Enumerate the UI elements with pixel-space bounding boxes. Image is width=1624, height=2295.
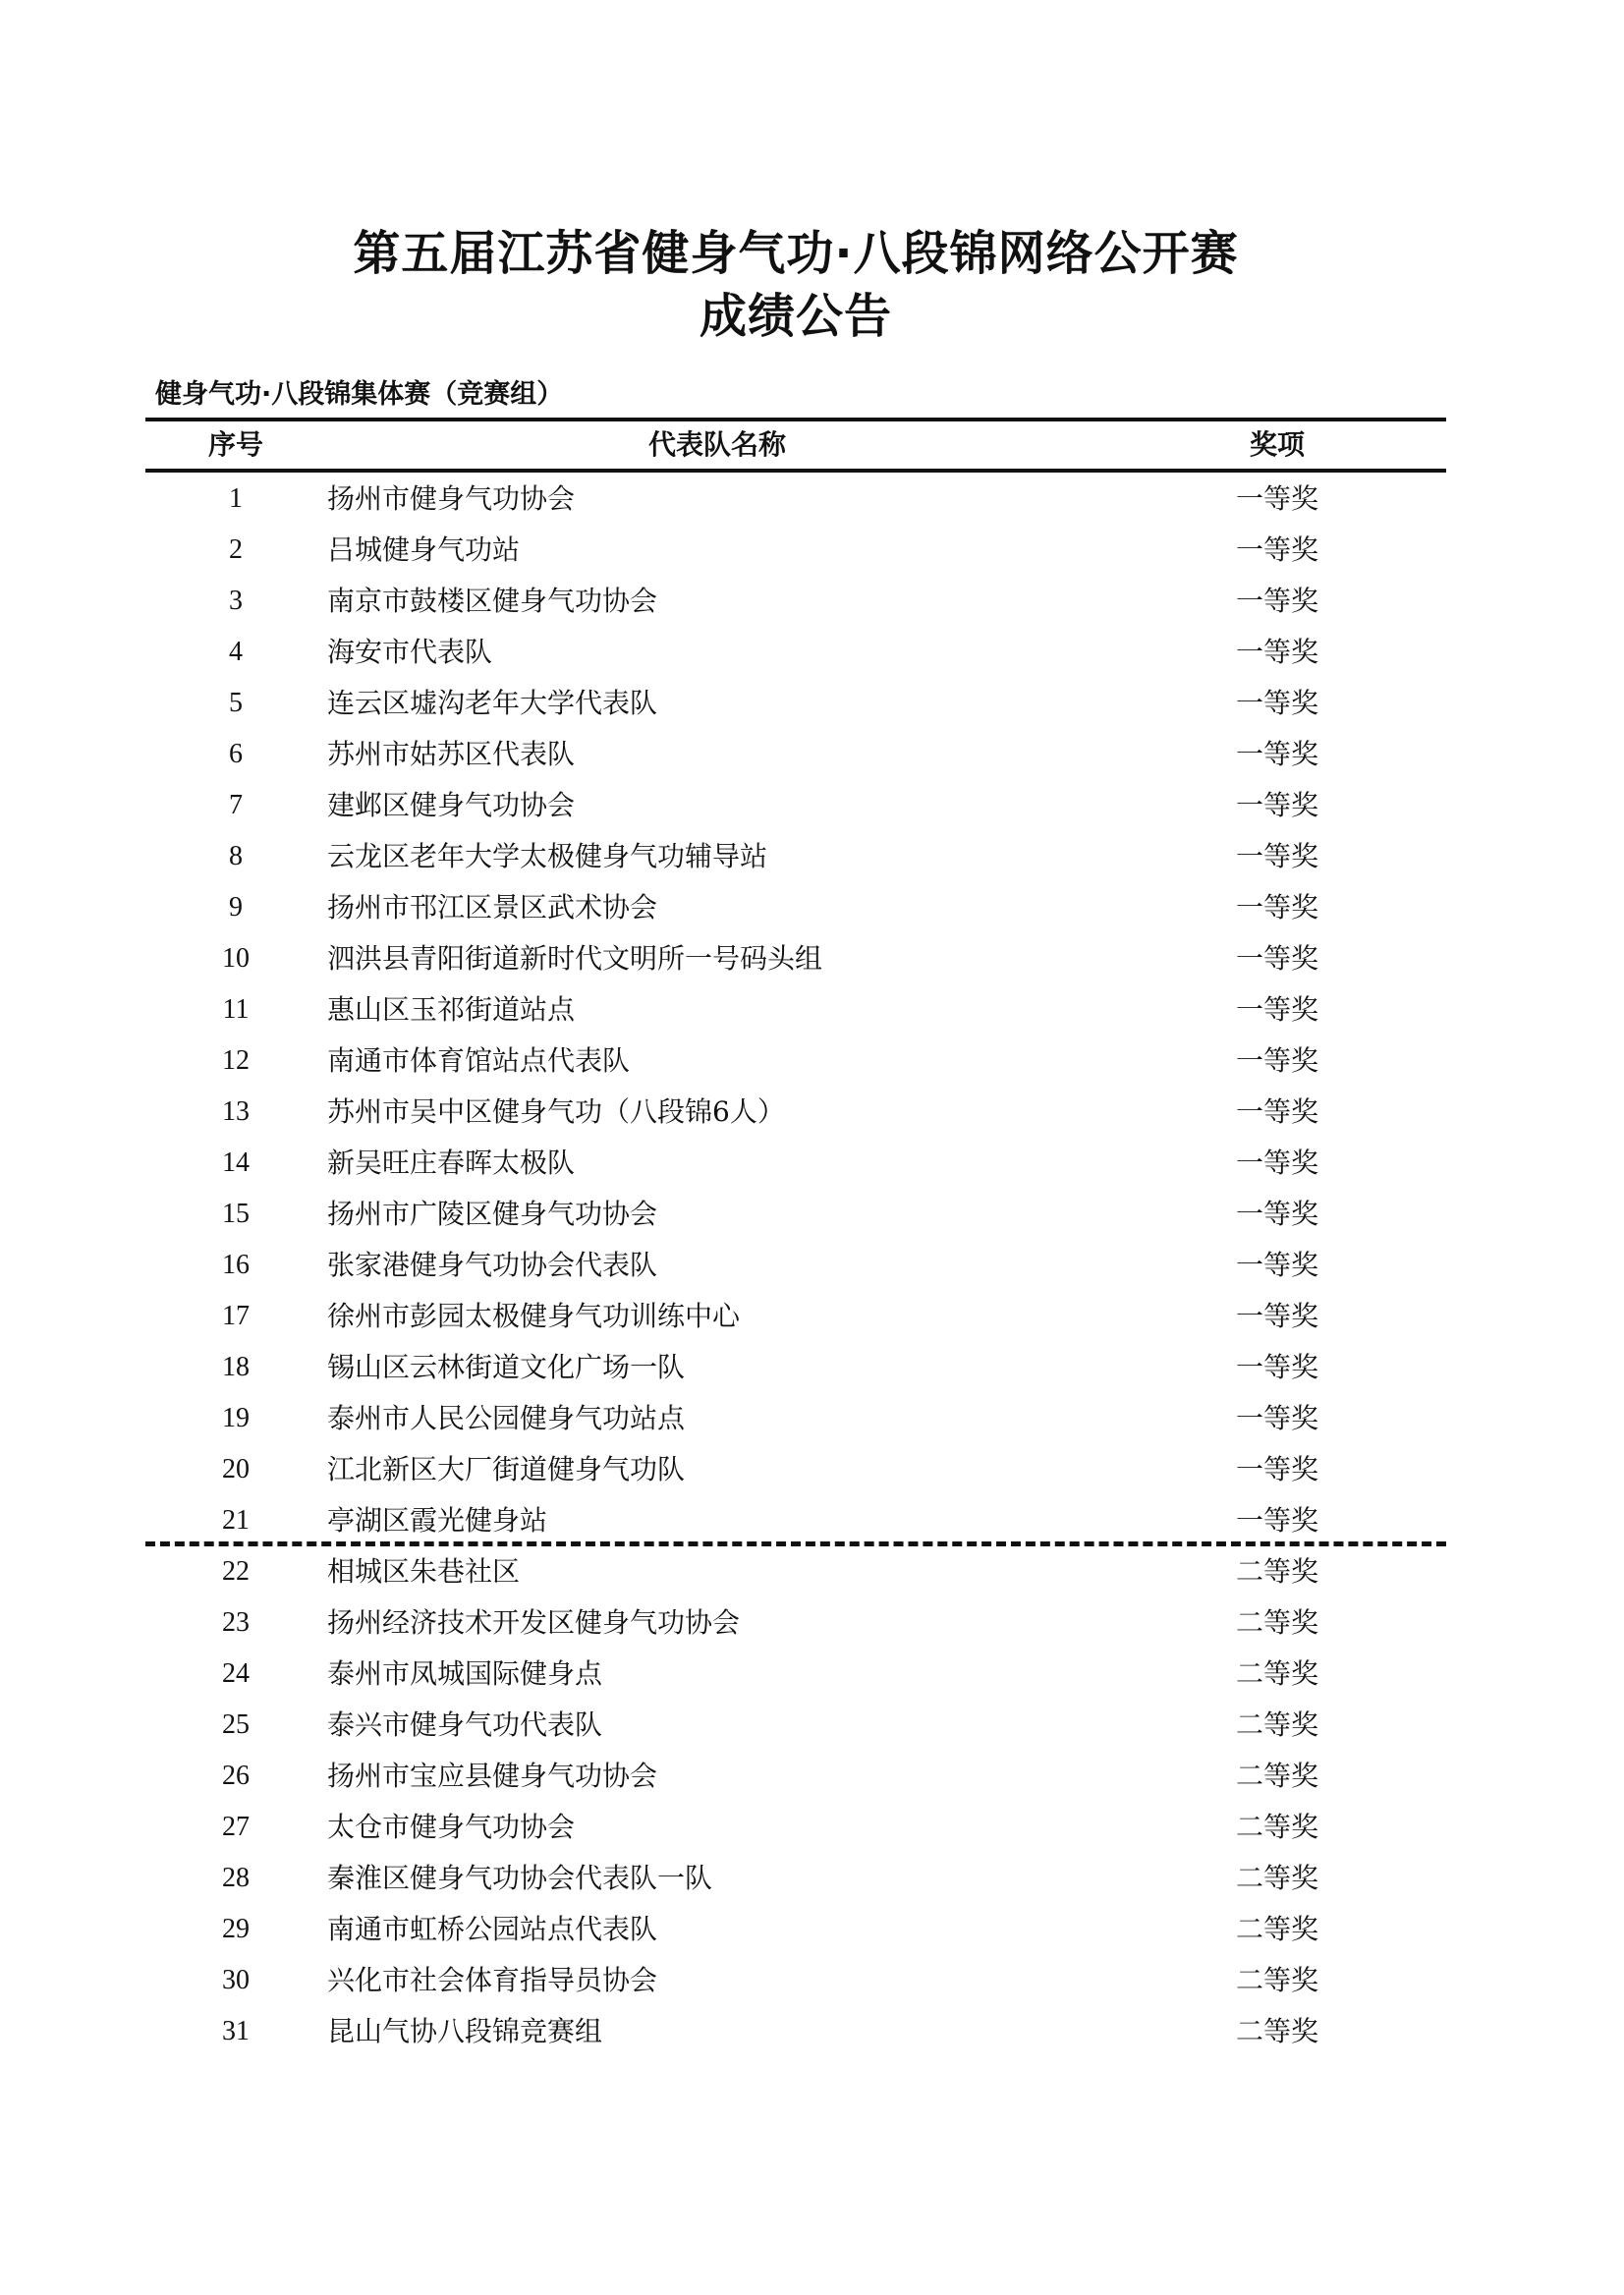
table-row bbox=[0, 531, 1624, 582]
team-name: 扬州市邗江区景区武术协会 bbox=[327, 891, 658, 924]
table-header bbox=[0, 424, 1624, 466]
row-number: 27 bbox=[222, 1812, 250, 1842]
table-row bbox=[0, 1603, 1624, 1654]
award: 一等奖 bbox=[1235, 789, 1318, 821]
row-number: 28 bbox=[222, 1863, 250, 1893]
row-number: 2 bbox=[229, 534, 243, 565]
table-row bbox=[0, 2012, 1624, 2063]
table-row bbox=[0, 1041, 1624, 1092]
award: 二等奖 bbox=[1235, 1555, 1318, 1588]
team-name: 昆山气协八段锦竞赛组 bbox=[327, 2015, 603, 2047]
team-name: 扬州市健身气功协会 bbox=[327, 482, 576, 515]
row-number: 10 bbox=[222, 943, 250, 974]
table-row bbox=[0, 582, 1624, 633]
table-row bbox=[0, 1144, 1624, 1195]
table-row bbox=[0, 684, 1624, 735]
award: 一等奖 bbox=[1235, 1351, 1318, 1383]
award-tier-divider bbox=[145, 1541, 1446, 1546]
award: 二等奖 bbox=[1235, 1964, 1318, 1996]
row-number: 20 bbox=[222, 1454, 250, 1484]
team-name: 泗洪县青阳街道新时代文明所一号码头组 bbox=[327, 942, 823, 975]
table-row bbox=[0, 1757, 1624, 1808]
award: 一等奖 bbox=[1235, 1044, 1318, 1077]
row-number: 14 bbox=[222, 1148, 250, 1178]
document-title: 第五届江苏省健身气功·八段锦网络公开赛 bbox=[353, 226, 1239, 281]
team-name: 张家港健身气功协会代表队 bbox=[327, 1249, 658, 1281]
table-row bbox=[0, 1961, 1624, 2012]
row-number: 4 bbox=[229, 637, 243, 667]
table-row bbox=[0, 939, 1624, 990]
row-number: 11 bbox=[222, 994, 250, 1025]
team-name: 吕城健身气功站 bbox=[327, 533, 521, 566]
award: 一等奖 bbox=[1235, 993, 1318, 1026]
row-number: 31 bbox=[222, 2016, 250, 2046]
row-number: 23 bbox=[222, 1607, 250, 1638]
table-header-rule bbox=[145, 469, 1446, 473]
table-row bbox=[0, 1399, 1624, 1450]
table-row bbox=[0, 1706, 1624, 1757]
table-row bbox=[0, 1910, 1624, 1961]
row-number: 8 bbox=[229, 841, 243, 871]
column-header-number: 序号 bbox=[207, 428, 263, 461]
team-name: 苏州市姑苏区代表队 bbox=[327, 738, 576, 770]
team-name: 苏州市吴中区健身气功（八段锦6人） bbox=[327, 1095, 785, 1128]
award: 一等奖 bbox=[1235, 840, 1318, 872]
award: 一等奖 bbox=[1235, 687, 1318, 719]
table-row bbox=[0, 990, 1624, 1041]
award: 一等奖 bbox=[1235, 942, 1318, 975]
row-number: 3 bbox=[229, 586, 243, 616]
team-name: 秦淮区健身气功协会代表队一队 bbox=[327, 1862, 713, 1894]
award: 二等奖 bbox=[1235, 2015, 1318, 2047]
row-number: 13 bbox=[222, 1096, 250, 1127]
team-name: 南通市虹桥公园站点代表队 bbox=[327, 1913, 658, 1945]
team-name: 扬州经济技术开发区健身气功协会 bbox=[327, 1606, 741, 1639]
award: 一等奖 bbox=[1235, 1453, 1318, 1485]
table-row bbox=[0, 1808, 1624, 1859]
row-number: 1 bbox=[229, 483, 243, 514]
row-number: 30 bbox=[222, 1965, 250, 1995]
award: 一等奖 bbox=[1235, 585, 1318, 617]
table-row bbox=[0, 888, 1624, 939]
table-row bbox=[0, 1195, 1624, 1246]
row-number: 17 bbox=[222, 1301, 250, 1331]
row-number: 29 bbox=[222, 1914, 250, 1944]
award: 一等奖 bbox=[1235, 1504, 1318, 1537]
team-name: 南京市鼓楼区健身气功协会 bbox=[327, 585, 658, 617]
team-name: 兴化市社会体育指导员协会 bbox=[327, 1964, 658, 1996]
table-row bbox=[0, 1654, 1624, 1706]
award: 二等奖 bbox=[1235, 1657, 1318, 1690]
column-header-team: 代表队名称 bbox=[647, 428, 786, 461]
row-number: 26 bbox=[222, 1761, 250, 1791]
table-row bbox=[0, 1092, 1624, 1144]
row-number: 24 bbox=[222, 1658, 250, 1689]
table-row bbox=[0, 1348, 1624, 1399]
row-number: 9 bbox=[229, 892, 243, 923]
award: 一等奖 bbox=[1235, 1249, 1318, 1281]
team-name: 南通市体育馆站点代表队 bbox=[327, 1044, 631, 1077]
table-row bbox=[0, 1552, 1624, 1603]
award: 二等奖 bbox=[1235, 1708, 1318, 1741]
row-number: 16 bbox=[222, 1250, 250, 1280]
row-number: 15 bbox=[222, 1199, 250, 1229]
team-name: 建邺区健身气功协会 bbox=[327, 789, 576, 821]
team-name: 泰兴市健身气功代表队 bbox=[327, 1708, 603, 1741]
award: 一等奖 bbox=[1235, 636, 1318, 668]
team-name: 太仓市健身气功协会 bbox=[327, 1811, 576, 1843]
award: 二等奖 bbox=[1235, 1913, 1318, 1945]
award: 二等奖 bbox=[1235, 1606, 1318, 1639]
section-title: 健身气功·八段锦集体赛（竞赛组） bbox=[155, 379, 564, 410]
table-row bbox=[0, 479, 1624, 531]
award: 一等奖 bbox=[1235, 1095, 1318, 1128]
award: 二等奖 bbox=[1235, 1811, 1318, 1843]
table-row bbox=[0, 837, 1624, 888]
award: 一等奖 bbox=[1235, 891, 1318, 924]
row-number: 22 bbox=[222, 1556, 250, 1587]
team-name: 云龙区老年大学太极健身气功辅导站 bbox=[327, 840, 768, 872]
award: 一等奖 bbox=[1235, 533, 1318, 566]
team-name: 连云区墟沟老年大学代表队 bbox=[327, 687, 658, 719]
row-number: 25 bbox=[222, 1709, 250, 1740]
table-row bbox=[0, 1246, 1624, 1297]
team-name: 扬州市宝应县健身气功协会 bbox=[327, 1760, 658, 1792]
table-row bbox=[0, 1450, 1624, 1501]
row-number: 21 bbox=[222, 1505, 250, 1536]
row-number: 18 bbox=[222, 1352, 250, 1382]
table-row bbox=[0, 1859, 1624, 1910]
team-name: 锡山区云林街道文化广场一队 bbox=[327, 1351, 686, 1383]
team-name: 相城区朱巷社区 bbox=[327, 1555, 521, 1588]
award: 一等奖 bbox=[1235, 1198, 1318, 1230]
team-name: 亭湖区霞光健身站 bbox=[327, 1504, 548, 1537]
award: 一等奖 bbox=[1235, 1300, 1318, 1332]
row-number: 6 bbox=[229, 739, 243, 769]
team-name: 泰州市凤城国际健身点 bbox=[327, 1657, 603, 1690]
award: 二等奖 bbox=[1235, 1862, 1318, 1894]
table-row bbox=[0, 786, 1624, 837]
award: 二等奖 bbox=[1235, 1760, 1318, 1792]
row-number: 7 bbox=[229, 790, 243, 820]
table-row bbox=[0, 735, 1624, 786]
award: 一等奖 bbox=[1235, 1147, 1318, 1179]
row-number: 19 bbox=[222, 1403, 250, 1433]
table-row bbox=[0, 633, 1624, 684]
table-row bbox=[0, 1297, 1624, 1348]
team-name: 海安市代表队 bbox=[327, 636, 493, 668]
award: 一等奖 bbox=[1235, 482, 1318, 515]
team-name: 新吴旺庄春晖太极队 bbox=[327, 1147, 576, 1179]
team-name: 徐州市彭园太极健身气功训练中心 bbox=[327, 1300, 741, 1332]
row-number: 5 bbox=[229, 688, 243, 718]
team-name: 江北新区大厂街道健身气功队 bbox=[327, 1453, 686, 1485]
award: 一等奖 bbox=[1235, 1402, 1318, 1434]
team-name: 惠山区玉祁街道站点 bbox=[327, 993, 576, 1026]
table-top-rule bbox=[145, 418, 1446, 421]
column-header-award: 奖项 bbox=[1249, 428, 1305, 461]
team-name: 扬州市广陵区健身气功协会 bbox=[327, 1198, 658, 1230]
award: 一等奖 bbox=[1235, 738, 1318, 770]
document-subtitle: 成绩公告 bbox=[699, 289, 892, 344]
row-number: 12 bbox=[222, 1045, 250, 1076]
team-name: 泰州市人民公园健身气功站点 bbox=[327, 1402, 686, 1434]
